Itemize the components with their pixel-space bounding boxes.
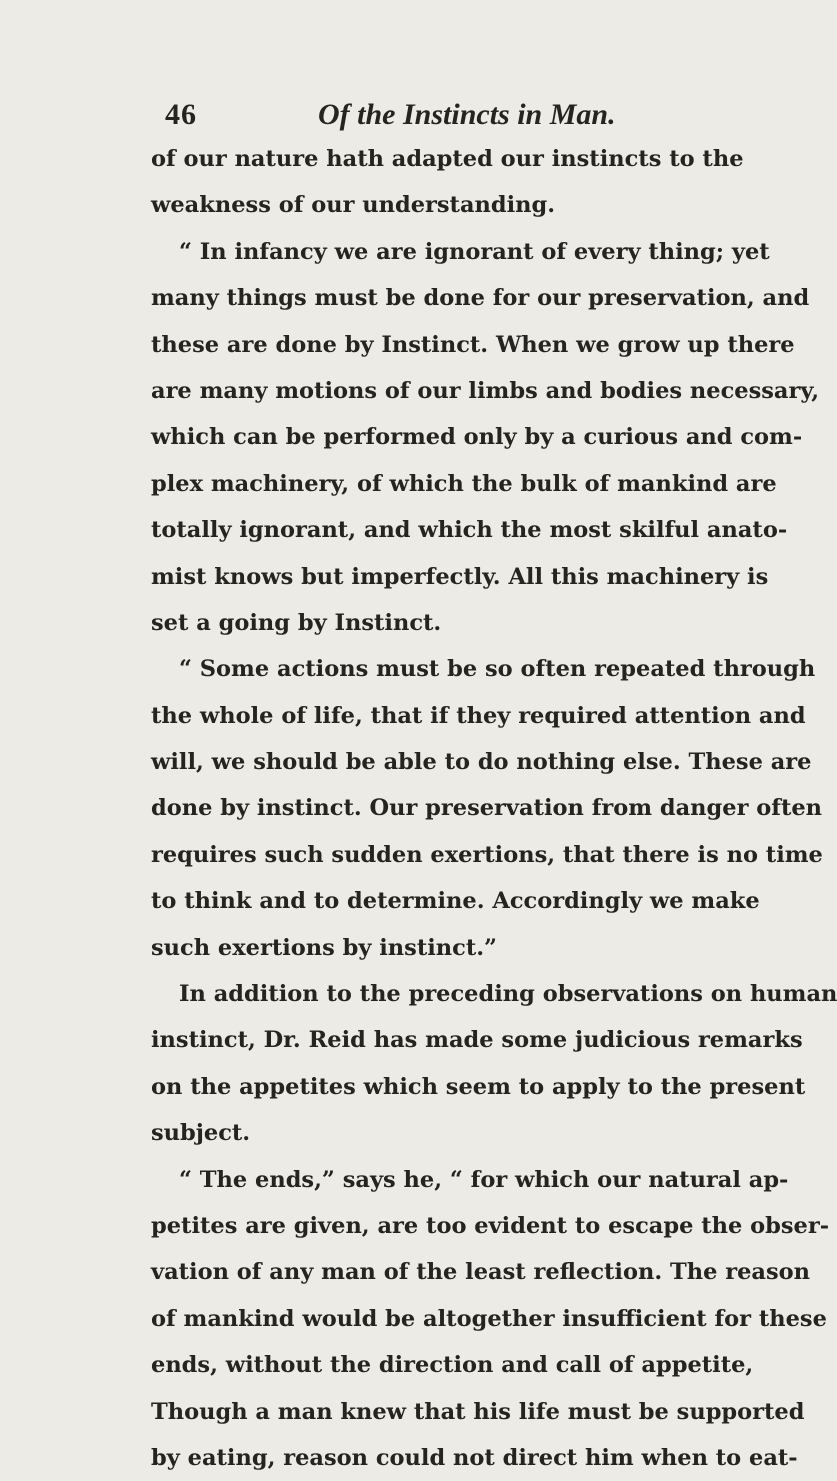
page-number: 46 xyxy=(165,98,197,131)
text-line: In addition to the preceding observations on human xyxy=(179,981,837,1008)
text-line: of mankind would be altogether insufficient for these xyxy=(151,1305,827,1332)
text-line: set a going by Instinct. xyxy=(151,609,442,636)
text-line: subject. xyxy=(151,1120,251,1147)
text-line: vation of any man of the least reflection. The reason xyxy=(151,1259,811,1286)
text-line: Though a man knew that his life must be supported xyxy=(151,1398,805,1425)
text-line: such exertions by instinct.” xyxy=(151,934,498,961)
text-line: will, we should be able to do nothing else. These are xyxy=(151,749,812,776)
text-line: requires such sudden exertions, that there is no time xyxy=(151,841,823,868)
text-line: petites are given, are too evident to escape the obser- xyxy=(151,1212,830,1239)
text-line: on the appetites which seem to apply to the present xyxy=(151,1073,806,1100)
text-line: done by instinct. Our preservation from danger often xyxy=(151,795,823,822)
text-line: totally ignorant, and which the most skilful anato- xyxy=(151,517,788,544)
text-line: instinct, Dr. Reid has made some judicious remarks xyxy=(151,1027,803,1054)
text-line: “ In infancy we are ignorant of every thing; yet xyxy=(179,238,770,265)
text-line: weakness of our understanding. xyxy=(151,192,556,219)
text-line: “ Some actions must be so often repeated through xyxy=(179,656,816,683)
text-line: are many motions of our limbs and bodies necessary, xyxy=(151,377,820,404)
text-line: plex machinery, of which the bulk of mankind are xyxy=(151,470,777,497)
text-line: the whole of life, that if they required attention and xyxy=(151,702,806,729)
text-line: of our nature hath adapted our instincts to the xyxy=(151,146,744,172)
text-line: these are done by Instinct. When we grow up there xyxy=(151,331,795,358)
text-line: by eating, reason could not direct him when to eat- xyxy=(151,1444,798,1471)
running-title: Of the Instincts in Man. xyxy=(318,98,616,131)
text-line: which can be performed only by a curious and com- xyxy=(151,424,803,451)
running-head xyxy=(165,95,765,135)
body-text xyxy=(151,136,837,1481)
text-line: mist knows but imperfectly. All this machinery is xyxy=(151,563,769,590)
text-line: many things must be done for our preservation, and xyxy=(151,285,810,312)
text-line: ends, without the direction and call of appetite, xyxy=(151,1352,754,1379)
text-line: to think and to determine. Accordingly we make xyxy=(151,888,760,915)
text-line: “ The ends,” says he, “ for which our natural ap- xyxy=(179,1166,789,1193)
